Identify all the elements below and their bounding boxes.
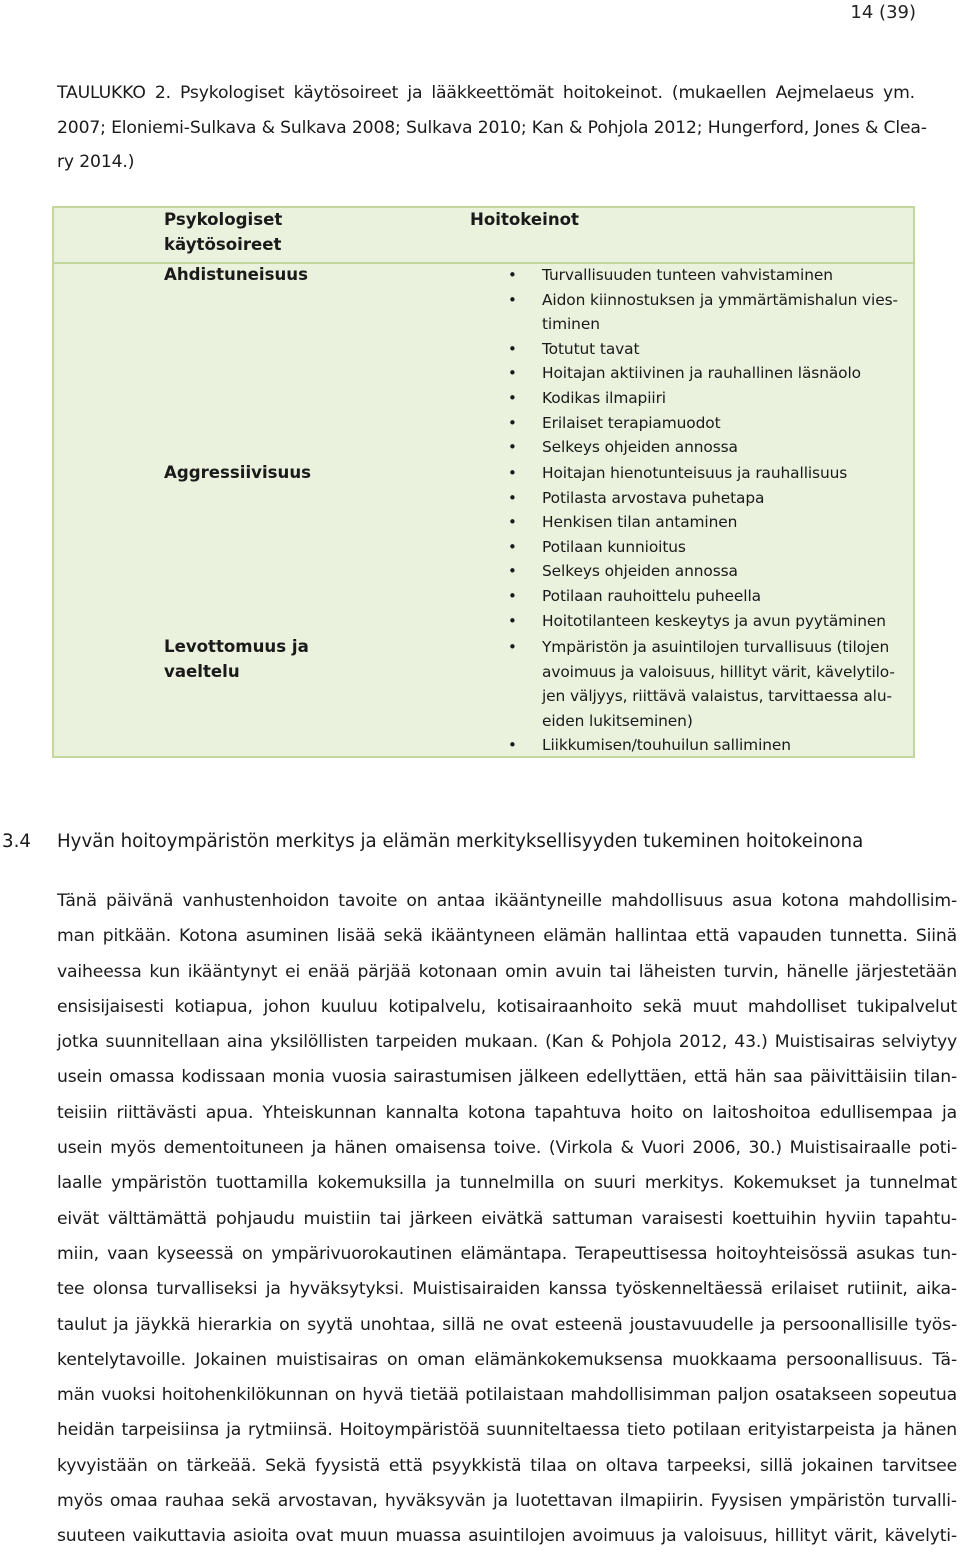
body-line: heidän tarpeisiinsa ja rytmiinsä. Hoitoympäristöä suunniteltaessa tieto potilaan erityistarpeista ja hänen [57, 1420, 957, 1441]
list-item: • Hoitotilanteen keskeytys ja avun pyytäminen [542, 609, 902, 634]
bullet-icon: • [508, 562, 517, 581]
body-line: jotka suunnitellaan aina yksilöllisten tarpeiden mukaan. (Kan & Pohjola 2012, 43.) Muistisairas selviytyy [57, 1032, 957, 1053]
aggression-items [508, 461, 902, 633]
body-line: usein omassa kodissaan monia vuosia sairastumisen jälkeen edellyttäen, että hän saa päivittäisiin tilan- [57, 1067, 957, 1088]
list-item: • Selkeys ohjeiden annossa [542, 435, 902, 460]
body-line: vaiheessa kun ikääntynyt ei enää pärjää kotonaan omin avuin tai läheisten turvin, hänelle järjestetään [57, 961, 957, 982]
list-item: • Potilaan rauhoittelu puheella [542, 584, 902, 609]
bullet-icon: • [508, 413, 517, 432]
anxiety-items [508, 263, 902, 460]
category-anxiety: Ahdistuneisuus [164, 265, 308, 284]
bullet-icon: • [508, 364, 517, 383]
body-line: eivät välttämättä pohjaudu muistiin tai järkeen eivätkä sattuman varaisesti koettuihin hyviin tapahtu- [57, 1208, 957, 1229]
body-line: usein myös dementoituneen ja hänen omaisensa toive. (Virkola & Vuori 2006, 30.) Muistisairaalle poti- [57, 1138, 957, 1159]
bullet-icon: • [508, 290, 517, 309]
body-line: man pitkään. Kotona asuminen lisää sekä ikääntyneen elämän hallintaa että vapauden tunnetta. Siinä [57, 926, 957, 947]
list-item: • Erilaiset terapiamuodot [542, 411, 902, 436]
restlessness-items [508, 635, 902, 758]
bullet-icon: • [508, 438, 517, 457]
bullet-icon: • [508, 266, 517, 284]
section-title: Hyvän hoitoympäristön merkitys ja elämän merkityksellisyyden tukeminen hoitokeinona [57, 831, 864, 852]
body-line: kentelytavoille. Jokainen muistisairas on oman elämänkokemuksensa muokkaama persoonallisuus. Tä- [57, 1349, 957, 1370]
bullet-icon: • [508, 611, 517, 630]
bullet-icon: • [508, 339, 517, 358]
bullet-icon: • [508, 513, 517, 532]
section-heading [2, 828, 942, 856]
list-item: • Potilasta arvostava puhetapa [542, 486, 902, 511]
list-item: • Henkisen tilan antaminen [542, 510, 902, 535]
bullet-icon: • [508, 488, 517, 507]
bullet-icon: • [508, 464, 517, 482]
header-symptoms: Psykologiset käytösoireet [164, 210, 283, 254]
body-line: Tänä päivänä vanhustenhoidon tavoite on antaa ikääntyneille mahdollisuus asua kotona mahdollisim- [57, 891, 957, 911]
bullet-icon: • [508, 638, 517, 656]
body-line: miin, vaan kyseessä on ympärivuorokautinen elämäntapa. Terapeuttisessa hoitoyhteisössä asukas tun- [57, 1243, 957, 1264]
body-paragraph [57, 884, 957, 1555]
section-number: 3.4 [2, 831, 31, 852]
body-line: myös omaa rauhaa sekä arvostavan, hyväksyvän ja luotettavan ilmapiirin. Fyysisen ympäristön turvalli- [57, 1491, 957, 1512]
body-line: kyvyistään on tärkeää. Sekä fyysistä että psyykkistä tilaa on oltava tarpeeksi, sillä jokainen tarvitsee [57, 1455, 957, 1476]
caption-line: ry 2014.) [57, 152, 135, 172]
list-item: • Totutut tavat [542, 337, 902, 362]
bullet-icon: • [508, 388, 517, 407]
body-line: taulut ja jäykkä hierarkia on syytä unohtaa, sillä ne ovat esteenä joustavuudelle ja persoonallisille työs- [57, 1314, 957, 1335]
body-line: suuteen vaikuttavia asioita ovat muun muassa asuintilojen avoimuus ja valoisuus, hillityt värit, kävelyti- [57, 1526, 957, 1547]
list-item: • Turvallisuuden tunteen vahvistaminen [542, 263, 902, 288]
list-item: • Selkeys ohjeiden annossa [542, 559, 902, 584]
table-caption [57, 76, 927, 180]
list-item: • Kodikas ilmapiiri [542, 386, 902, 411]
table-header [54, 208, 913, 264]
bullet-icon: • [508, 586, 517, 605]
list-item: • Potilaan kunnioitus [542, 535, 902, 560]
caption-line: 2007; Eloniemi-Sulkava & Sulkava 2008; Sulkava 2010; Kan & Pohjola 2012; Hungerford, Jones & Clea- [57, 117, 927, 138]
bullet-icon: • [508, 736, 517, 755]
body-line: män vuoksi hoitohenkilökunnan on hyvä tietää potilaistaan mahdollisimman paljon osatakseen sopeutua [57, 1385, 957, 1406]
page-number: 14 (39) [850, 2, 916, 23]
caption-line: TAULUKKO 2. Psykologiset käytösoireet ja lääkkeettömät hoitokeinot. (mukaellen Aejmelaeus ym. [57, 83, 915, 103]
treatment-table [52, 206, 915, 758]
body-line: teisiin riittävästi apua. Yhteiskunnan kannalta kotona tapahtuva hoito on laitoshoitoa edullisempaa ja [57, 1102, 957, 1123]
bullet-icon: • [508, 537, 517, 556]
header-treatments: Hoitokeinot [470, 210, 579, 229]
body-line: ensisijaisesti kotiapua, johon kuuluu kotipalvelu, kotisairaanhoito sekä muut mahdolliset tukipalvelut [57, 996, 957, 1017]
category-restlessness: Levottomuus ja vaeltelu [164, 637, 309, 681]
list-item: • Hoitajan hienotunteisuus ja rauhallisuus [542, 461, 902, 486]
list-item: • Hoitajan aktiivinen ja rauhallinen läsnäolo [542, 361, 902, 386]
body-line: laalle ympäristön tuottamilla kokemuksilla ja tunnelmilla on suuri merkitys. Kokemukset ja tunnelmat [57, 1173, 957, 1194]
list-item: • Aidon kiinnostuksen ja ymmärtämishalun vies-timinen [542, 288, 902, 337]
category-aggression: Aggressiivisuus [164, 463, 312, 482]
list-item: • Liikkumisen/touhuilun salliminen [542, 733, 902, 758]
list-item: • Ympäristön ja asuintilojen turvallisuus (tilojen avoimuus ja valoisuus, hillityt värit, kävelytilo-jen väljyys, riittävä valaistus, tarvittaessa alu-eiden lukitseminen) [542, 635, 902, 733]
body-line: tee olonsa turvalliseksi ja hyväksytyksi. Muistisairaiden kanssa työskenneltäessä erilaiset rutiinit, aika- [57, 1279, 957, 1300]
